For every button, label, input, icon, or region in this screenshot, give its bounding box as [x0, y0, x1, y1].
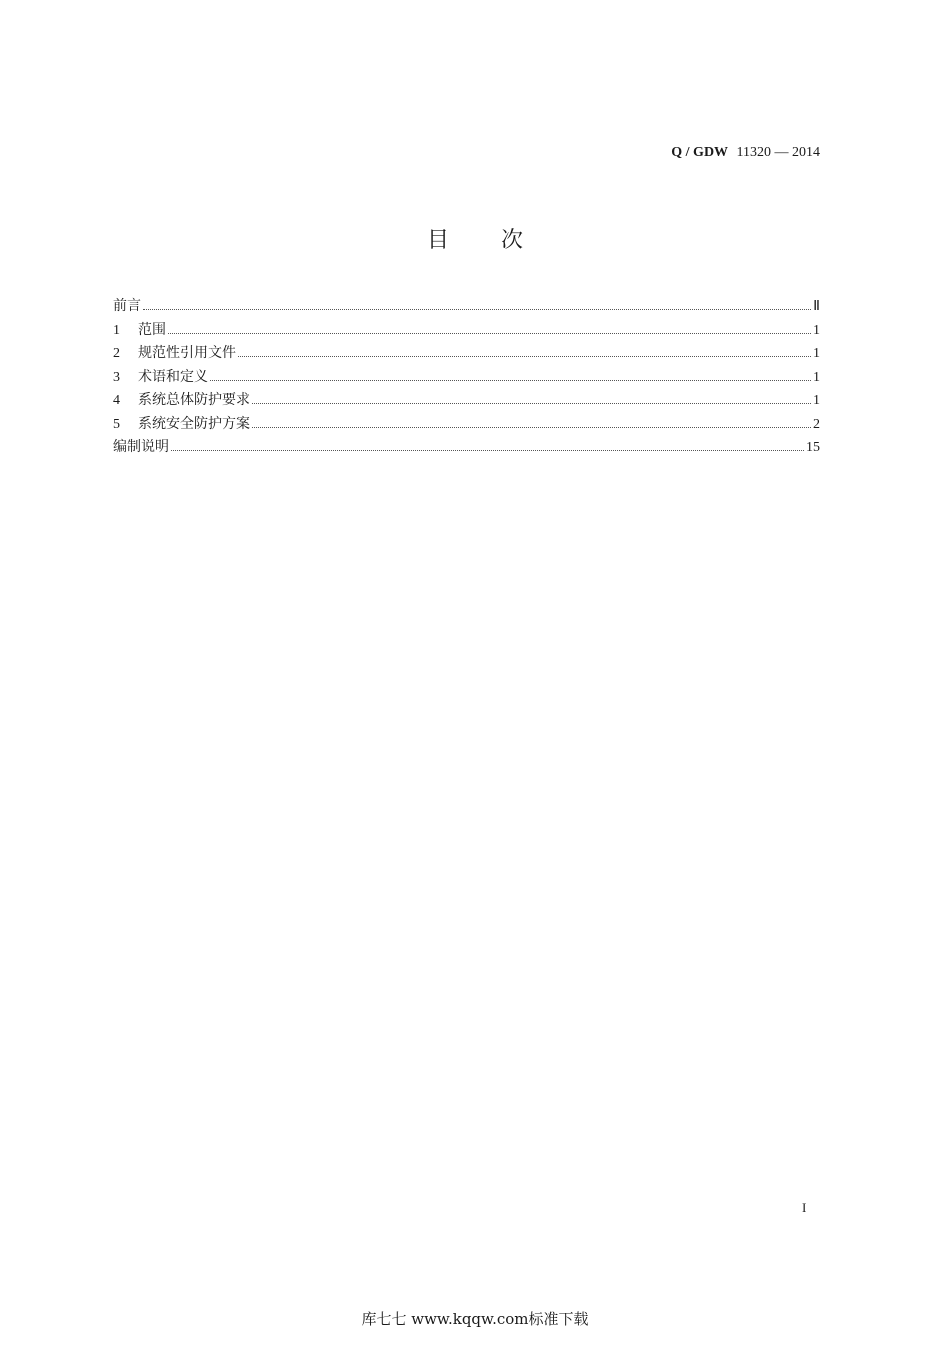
toc-entry-page: Ⅱ	[813, 299, 820, 314]
toc-entry[interactable]	[113, 389, 820, 413]
toc-entry-number: 3	[113, 369, 120, 385]
toc-leader-dots	[168, 332, 811, 334]
page-number: I	[802, 1200, 807, 1215]
toc-leader-dots	[252, 426, 811, 428]
toc-entry[interactable]	[113, 436, 820, 460]
toc-entry[interactable]	[113, 319, 820, 343]
document-code-prefix: Q / GDW	[671, 145, 729, 160]
document-code-number: 11320 — 2014	[736, 145, 820, 160]
toc-entry-number: 4	[113, 393, 120, 408]
toc-entry-label: 规范性引用文件	[138, 345, 236, 361]
toc-leader-dots	[252, 402, 811, 404]
table-of-contents	[113, 295, 820, 460]
toc-entry-page: 1	[813, 322, 820, 338]
toc-entry-page: 1	[813, 393, 820, 408]
toc-leader-dots	[238, 355, 811, 357]
toc-entry[interactable]	[113, 295, 820, 319]
toc-leader-dots	[210, 379, 811, 381]
toc-entry[interactable]	[113, 342, 820, 366]
toc-entry-number: 1	[113, 322, 120, 338]
toc-entry-page: 1	[813, 346, 820, 361]
toc-entry-number: 5	[113, 416, 120, 432]
footer-watermark: 库七七 www.kqqw.com标准下载	[361, 1310, 589, 1328]
toc-entry[interactable]	[113, 413, 820, 437]
toc-title: 目次	[426, 228, 575, 253]
toc-entry-page: 1	[813, 369, 820, 385]
toc-entry-number: 2	[113, 346, 120, 361]
toc-entry-page: 15	[806, 440, 820, 455]
toc-entry-label: 编制说明	[113, 439, 169, 455]
toc-entry-label: 系统总体防护要求	[138, 392, 250, 408]
toc-entry-page: 2	[813, 416, 820, 432]
toc-entry-label: 系统安全防护方案	[138, 415, 250, 432]
toc-entry-label: 术语和定义	[138, 368, 208, 385]
toc-entry-label: 前言	[113, 298, 141, 314]
toc-entry-label: 范围	[138, 321, 166, 338]
document-code	[671, 144, 820, 161]
toc-leader-dots	[143, 308, 811, 310]
toc-entry[interactable]	[113, 366, 820, 390]
toc-leader-dots	[171, 449, 804, 451]
